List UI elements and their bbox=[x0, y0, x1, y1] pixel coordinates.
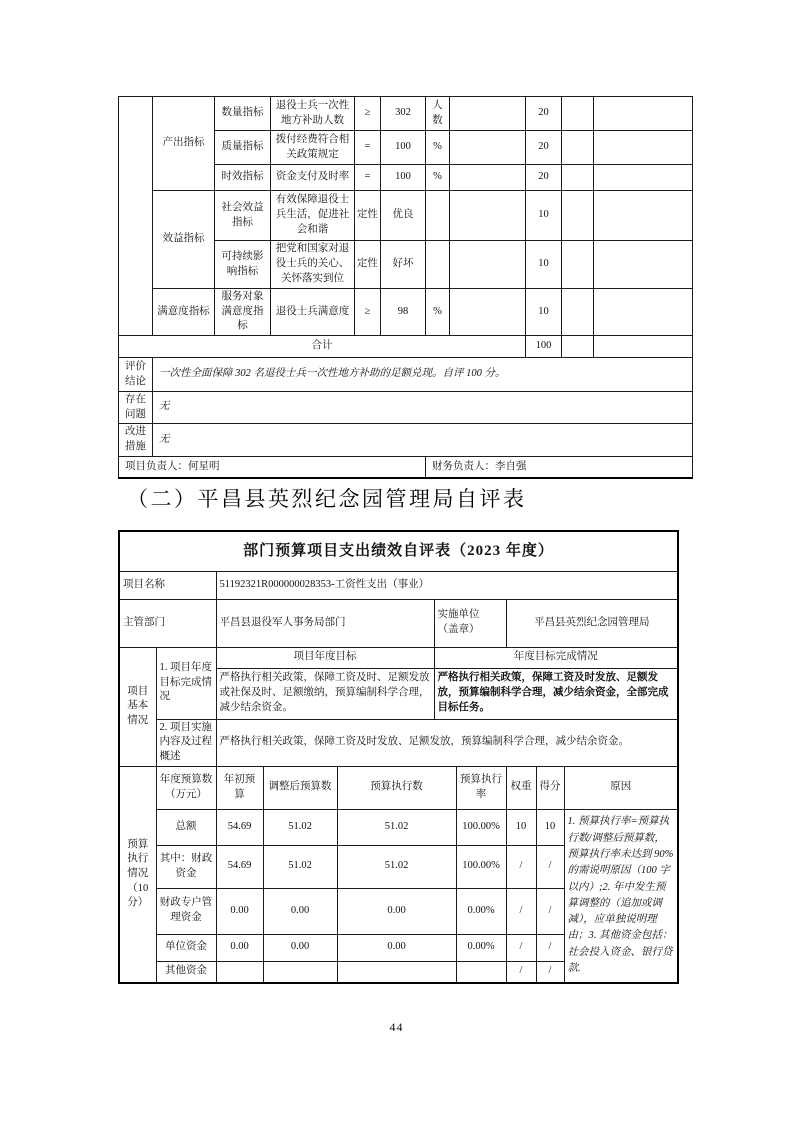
goal-text: 严格执行相关政策，保障工资及时、足额发放或社保及时、足额缴纳，预算编制科学合理，减少结余资金。 bbox=[216, 668, 434, 719]
empty-cell bbox=[594, 165, 693, 191]
budget-weight: / bbox=[506, 934, 536, 961]
conclusion-row bbox=[119, 358, 693, 392]
budget-row-label: 其中：财政资金 bbox=[156, 845, 216, 888]
indicator-name-cell: 资金支付及时率 bbox=[271, 165, 355, 191]
budget-executed: 0.00 bbox=[337, 934, 456, 961]
unit-cell bbox=[426, 191, 450, 241]
col-header-weight: 权重 bbox=[506, 766, 536, 809]
budget-executed bbox=[337, 961, 456, 983]
indicator-name-cell: 拨付经费符合相关政策规定 bbox=[271, 131, 355, 165]
indicator-name-cell: 有效保障退役士兵生活，促进社会和谐 bbox=[271, 191, 355, 241]
project-name-label: 项目名称 bbox=[119, 571, 216, 599]
total-label-cell: 合计 bbox=[119, 336, 526, 358]
problems-text-cell: 无 bbox=[153, 392, 693, 424]
empty-cell bbox=[594, 131, 693, 165]
unit-cell bbox=[426, 241, 450, 289]
empty-cell bbox=[562, 241, 594, 289]
budget-rate bbox=[456, 961, 506, 983]
score-cell: 20 bbox=[526, 165, 562, 191]
budget-adjusted: 0.00 bbox=[263, 888, 337, 934]
indicator-name-cell: 把党和国家对退役士兵的关心、关怀落实到位 bbox=[271, 241, 355, 289]
budget-initial: 0.00 bbox=[216, 888, 263, 934]
measures-label-cell: 改进措施 bbox=[119, 424, 153, 456]
actual-value-cell bbox=[450, 289, 526, 336]
empty-cell bbox=[594, 289, 693, 336]
budget-weight: / bbox=[506, 888, 536, 934]
empty-cell bbox=[562, 289, 594, 336]
score-cell: 20 bbox=[526, 97, 562, 131]
budget-weight: / bbox=[506, 845, 536, 888]
actual-value-cell bbox=[450, 191, 526, 241]
score-cell: 20 bbox=[526, 131, 562, 165]
budget-reason-cell: 1. 预算执行率=预算执行数/调整后预算数，预算执行率未达到 90%的需说明原因（100 字以内）;2. 年中发生预算调整的（追加或调减），应单独说明理由；3. 其他资金包括：社会投入资金、银行贷款. bbox=[564, 809, 678, 983]
budget-score: / bbox=[536, 961, 564, 983]
unit-cell: % bbox=[426, 131, 450, 165]
actual-value-cell bbox=[450, 165, 526, 191]
subindicator-cell: 质量指标 bbox=[215, 131, 271, 165]
budget-initial: 54.69 bbox=[216, 845, 263, 888]
operator-cell: 定性 bbox=[355, 191, 381, 241]
budget-executed: 51.02 bbox=[337, 845, 456, 888]
problems-row bbox=[119, 392, 693, 424]
target-value-cell: 好坏 bbox=[381, 241, 426, 289]
impl-unit-label: 实施单位 （盖章） bbox=[434, 599, 506, 647]
self-eval-table bbox=[118, 530, 679, 984]
implementation-row bbox=[119, 719, 678, 766]
indicator-name-cell: 退役士兵一次性地方补助人数 bbox=[271, 97, 355, 131]
category-cell: 效益指标 bbox=[153, 191, 215, 289]
department-row bbox=[119, 599, 678, 647]
budget-score: 10 bbox=[536, 809, 564, 845]
budget-weight: 10 bbox=[506, 809, 536, 845]
empty-cell bbox=[562, 131, 594, 165]
budget-row-total bbox=[119, 809, 678, 845]
score-cell: 10 bbox=[526, 241, 562, 289]
indicator-row bbox=[119, 289, 693, 336]
title-row bbox=[119, 531, 678, 571]
empty-cell bbox=[594, 97, 693, 131]
operator-cell: = bbox=[355, 165, 381, 191]
conclusion-text-cell: 一次性全面保障 302 名退役士兵一次性地方补助的足额兑现。自评 100 分。 bbox=[153, 358, 693, 392]
score-cell: 10 bbox=[526, 191, 562, 241]
operator-cell: 定性 bbox=[355, 241, 381, 289]
subindicator-cell: 社会效益指标 bbox=[215, 191, 271, 241]
category-cell: 满意度指标 bbox=[153, 289, 215, 336]
budget-adjusted: 51.02 bbox=[263, 845, 337, 888]
actual-value-cell bbox=[450, 241, 526, 289]
budget-row-label: 其他资金 bbox=[156, 961, 216, 983]
col-header-score: 得分 bbox=[536, 766, 564, 809]
budget-row-label: 单位资金 bbox=[156, 934, 216, 961]
indicator-row bbox=[119, 191, 693, 241]
target-value-cell: 100 bbox=[381, 131, 426, 165]
actual-value-cell bbox=[450, 97, 526, 131]
col-header-initial: 年初预算 bbox=[216, 766, 263, 809]
page-number: 44 bbox=[389, 1020, 404, 1034]
budget-adjusted: 51.02 bbox=[263, 809, 337, 845]
dept-value: 平昌县退役军人事务局部门 bbox=[216, 599, 434, 647]
operator-cell: ≥ bbox=[355, 97, 381, 131]
goal-section-label: 1. 项目年度目标完成情况 bbox=[156, 647, 216, 719]
project-name-value: 51192321R000000028353-工资性支出（事业） bbox=[216, 571, 678, 599]
col-header-row-label: 年度预算数（万元） bbox=[156, 766, 216, 809]
operator-cell: ≥ bbox=[355, 289, 381, 336]
unit-cell: % bbox=[426, 165, 450, 191]
budget-initial: 0.00 bbox=[216, 934, 263, 961]
budget-row-label: 财政专户管理资金 bbox=[156, 888, 216, 934]
subindicator-cell: 时效指标 bbox=[215, 165, 271, 191]
empty-cell bbox=[594, 336, 693, 358]
budget-score: / bbox=[536, 934, 564, 961]
budget-section-label: 预算执行情况（10 分） bbox=[119, 766, 156, 983]
budget-weight: / bbox=[506, 961, 536, 983]
budget-initial bbox=[216, 961, 263, 983]
budget-rate: 100.00% bbox=[456, 845, 506, 888]
unit-cell: % bbox=[426, 289, 450, 336]
problems-label-cell: 存在问题 bbox=[119, 392, 153, 424]
done-header: 年度目标完成情况 bbox=[434, 647, 678, 668]
budget-initial: 54.69 bbox=[216, 809, 263, 845]
measures-row bbox=[119, 424, 693, 456]
indicator-name-cell: 退役士兵满意度 bbox=[271, 289, 355, 336]
unit-cell: 人数 bbox=[426, 97, 450, 131]
impl-section-label: 2. 项目实施内容及过程概述 bbox=[156, 719, 216, 766]
project-lead-cell: 项目负责人：何星明 bbox=[119, 456, 426, 478]
empty-cell bbox=[562, 336, 594, 358]
budget-rate: 0.00% bbox=[456, 888, 506, 934]
category-cell: 产出指标 bbox=[153, 97, 215, 191]
col-header-executed: 预算执行数 bbox=[337, 766, 456, 809]
empty-cell bbox=[594, 191, 693, 241]
leads-row bbox=[119, 456, 693, 478]
actual-value-cell bbox=[450, 131, 526, 165]
merged-left-cell bbox=[119, 97, 153, 336]
col-header-reason: 原因 bbox=[564, 766, 678, 809]
operator-cell: = bbox=[355, 131, 381, 165]
goal-header: 项目年度目标 bbox=[216, 647, 434, 668]
measures-text-cell: 无 bbox=[153, 424, 693, 456]
budget-adjusted bbox=[263, 961, 337, 983]
col-header-adjusted: 调整后预算数 bbox=[263, 766, 337, 809]
budget-header-row bbox=[119, 766, 678, 809]
budget-score: / bbox=[536, 888, 564, 934]
budget-rate: 100.00% bbox=[456, 809, 506, 845]
col-header-rate: 预算执行率 bbox=[456, 766, 506, 809]
project-name-row bbox=[119, 571, 678, 599]
budget-rate: 0.00% bbox=[456, 934, 506, 961]
budget-executed: 51.02 bbox=[337, 809, 456, 845]
impl-unit-value: 平昌县英烈纪念园管理局 bbox=[506, 599, 678, 647]
subindicator-cell: 数量指标 bbox=[215, 97, 271, 131]
budget-row-label: 总额 bbox=[156, 809, 216, 845]
budget-score: / bbox=[536, 845, 564, 888]
budget-adjusted: 0.00 bbox=[263, 934, 337, 961]
subindicator-cell: 服务对象满意度指标 bbox=[215, 289, 271, 336]
empty-cell bbox=[562, 191, 594, 241]
subindicator-cell: 可持续影响指标 bbox=[215, 241, 271, 289]
target-value-cell: 优良 bbox=[381, 191, 426, 241]
empty-cell bbox=[562, 97, 594, 131]
indicator-row bbox=[119, 97, 693, 131]
basic-info-label: 项目基本情况 bbox=[119, 647, 156, 766]
target-value-cell: 98 bbox=[381, 289, 426, 336]
section-heading: （二）平昌县英烈纪念园管理局自评表 bbox=[127, 487, 527, 511]
empty-cell bbox=[594, 241, 693, 289]
finance-lead-cell: 财务负责人：李自强 bbox=[426, 456, 693, 478]
table-title: 部门预算项目支出绩效自评表（2023 年度） bbox=[119, 531, 678, 571]
conclusion-label-cell: 评价结论 bbox=[119, 358, 153, 392]
budget-executed: 0.00 bbox=[337, 888, 456, 934]
empty-cell bbox=[562, 165, 594, 191]
indicator-score-table bbox=[118, 96, 693, 479]
target-value-cell: 302 bbox=[381, 97, 426, 131]
done-text: 严格执行相关政策，保障工资及时发放、足额发放，预算编制科学合理，减少结余资金，全部完成目标任务。 bbox=[434, 668, 678, 719]
score-cell: 10 bbox=[526, 289, 562, 336]
total-score-cell: 100 bbox=[526, 336, 562, 358]
total-row bbox=[119, 336, 693, 358]
goal-header-row bbox=[119, 647, 678, 668]
dept-label: 主管部门 bbox=[119, 599, 216, 647]
target-value-cell: 100 bbox=[381, 165, 426, 191]
impl-text: 严格执行相关政策，保障工资及时发放、足额发放，预算编制科学合理，减少结余资金。 bbox=[216, 719, 678, 766]
